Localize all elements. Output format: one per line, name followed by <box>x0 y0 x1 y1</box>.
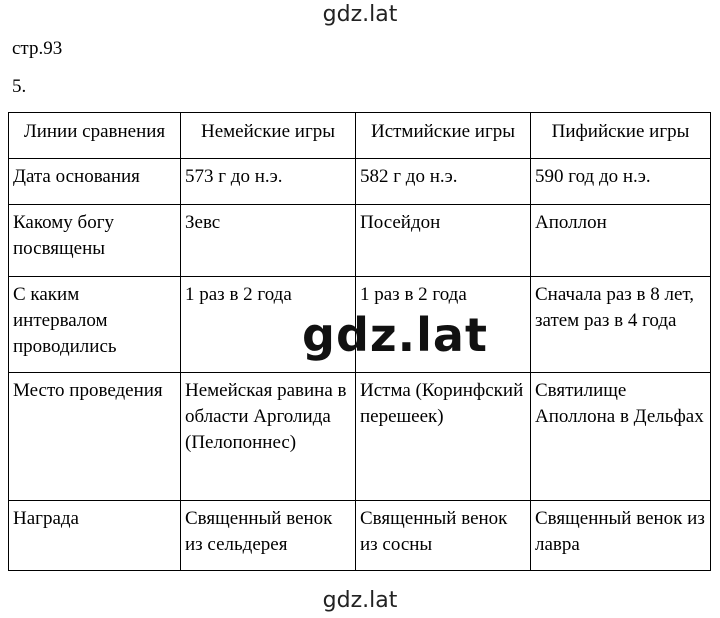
row-label-interval: С каким интервалом проводились <box>9 277 181 373</box>
page-reference: стр.93 <box>12 38 63 59</box>
header-nemean-games: Немейские игры <box>181 113 356 159</box>
table-row <box>9 205 711 277</box>
cell-pythian-interval: Сначала раз в 8 лет, затем раз в 4 года <box>531 277 711 373</box>
cell-nemean-prize: Священный венок из сельдерея <box>181 501 356 571</box>
cell-pythian-god: Аполлон <box>531 205 711 277</box>
table-row <box>9 277 711 373</box>
watermark-top: gdz.lat <box>322 2 398 27</box>
row-label-venue: Место проведения <box>9 373 181 501</box>
cell-pythian-venue: Святилище Аполлона в Дельфах <box>531 373 711 501</box>
row-label-god: Какому богу посвящены <box>9 205 181 277</box>
cell-isthmian-date: 582 г до н.э. <box>356 159 531 205</box>
cell-nemean-venue: Немейская равина в области Арголида (Пелопоннес) <box>181 373 356 501</box>
cell-pythian-prize: Священный венок из лавра <box>531 501 711 571</box>
header-criteria: Линии сравнения <box>9 113 181 159</box>
cell-isthmian-god: Посейдон <box>356 205 531 277</box>
watermark-bottom: gdz.lat <box>322 588 398 613</box>
row-label-founding-date: Дата основания <box>9 159 181 205</box>
header-isthmian-games: Истмийские игры <box>356 113 531 159</box>
table-row <box>9 373 711 501</box>
header-pythian-games: Пифийские игры <box>531 113 711 159</box>
cell-isthmian-prize: Священный венок из сосны <box>356 501 531 571</box>
row-label-prize: Награда <box>9 501 181 571</box>
table-row <box>9 501 711 571</box>
cell-pythian-date: 590 год до н.э. <box>531 159 711 205</box>
cell-isthmian-interval: 1 раз в 2 года <box>356 277 531 373</box>
table-row <box>9 159 711 205</box>
comparison-table <box>8 112 711 571</box>
cell-nemean-date: 573 г до н.э. <box>181 159 356 205</box>
cell-nemean-interval: 1 раз в 2 года <box>181 277 356 373</box>
cell-nemean-god: Зевс <box>181 205 356 277</box>
watermark-center: gdz.lat <box>302 308 488 362</box>
task-number: 5. <box>12 76 27 97</box>
cell-isthmian-venue: Истма (Коринфский перешеек) <box>356 373 531 501</box>
table-header-row <box>9 113 711 159</box>
